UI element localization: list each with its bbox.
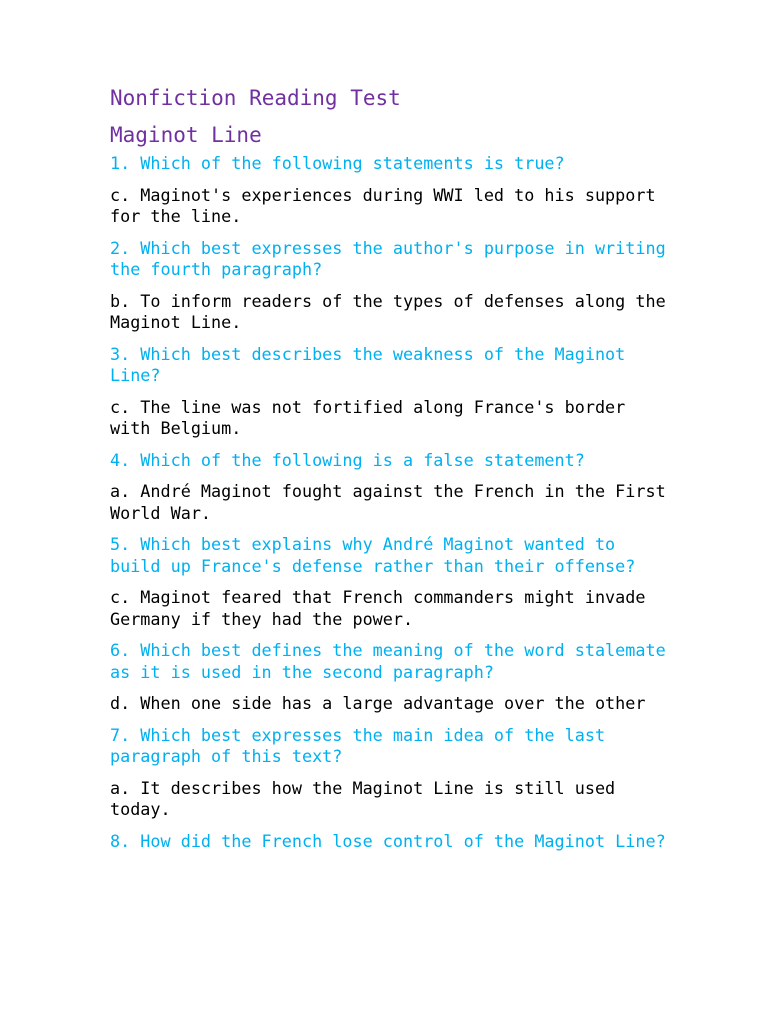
qa-item-5 bbox=[110, 534, 670, 630]
question-8: 8. How did the French lose control of the Maginot Line? bbox=[110, 830, 666, 851]
qa-item-1 bbox=[110, 153, 670, 228]
question-2: 2. Which best expresses the author's purpose in writing the fourth paragraph? bbox=[110, 237, 666, 279]
question-1: 1. Which of the following statements is true? bbox=[110, 153, 565, 173]
answer-6: d. When one side has a large advantage over the other bbox=[110, 693, 646, 713]
qa-item-8 bbox=[110, 831, 670, 853]
answer-5: c. Maginot feared that French commanders might invade Germany if they had the power. bbox=[110, 587, 646, 629]
answer-2: b. To inform readers of the types of defenses along the Maginot Line. bbox=[110, 290, 666, 332]
qa-item-7 bbox=[110, 725, 670, 821]
qa-item-2 bbox=[110, 238, 670, 334]
answer-1: c. Maginot's experiences during WWI led to his support for the line. bbox=[110, 184, 656, 226]
answer-4: a. André Maginot fought against the French in the First World War. bbox=[110, 481, 666, 523]
document-subtitle: Maginot Line bbox=[110, 123, 262, 147]
answer-3: c. The line was not fortified along France's border with Belgium. bbox=[110, 396, 626, 438]
question-4: 4. Which of the following is a false statement? bbox=[110, 449, 585, 470]
question-5: 5. Which best explains why André Maginot wanted to build up France's defense rather than their offense? bbox=[110, 534, 636, 576]
question-6: 6. Which best defines the meaning of the word stalemate as it is used in the second paragraph? bbox=[110, 640, 666, 682]
question-7: 7. Which best expresses the main idea of the last paragraph of this text? bbox=[110, 724, 606, 766]
qa-item-4 bbox=[110, 450, 670, 525]
document-title: Nonfiction Reading Test bbox=[110, 86, 401, 110]
qa-item-6 bbox=[110, 640, 670, 715]
answer-7: a. It describes how the Maginot Line is still used today. bbox=[110, 777, 616, 819]
qa-item-3 bbox=[110, 344, 670, 440]
document-page bbox=[110, 84, 670, 862]
question-3: 3. Which best describes the weakness of the Maginot Line? bbox=[110, 343, 626, 385]
